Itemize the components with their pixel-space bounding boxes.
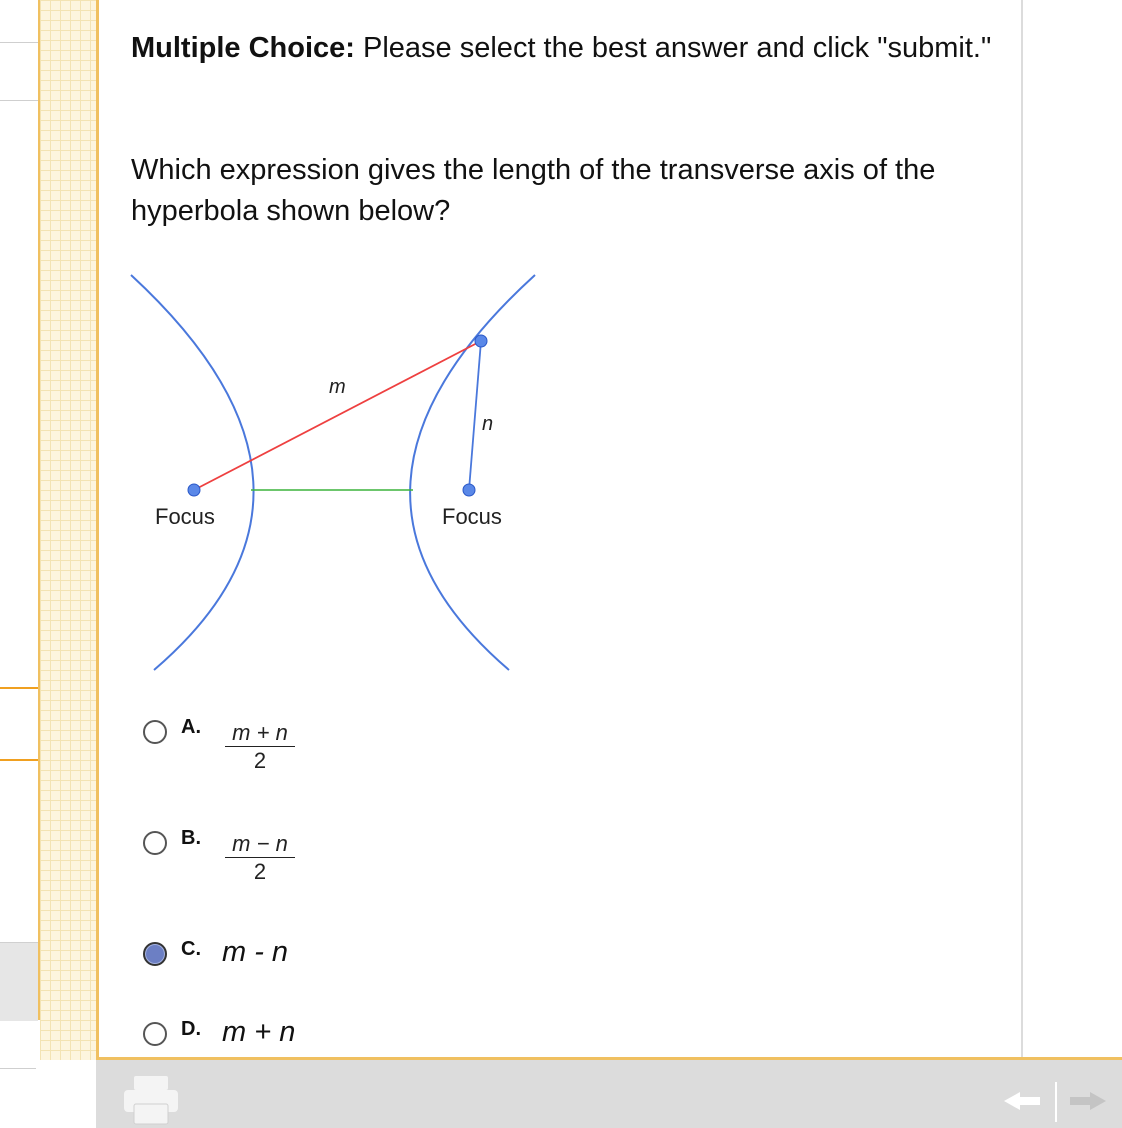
choice-b-numerator: m − n — [225, 831, 295, 858]
divider — [0, 687, 38, 689]
hyperbola-point — [475, 335, 487, 347]
choice-a-fraction — [225, 720, 295, 773]
choice-d-radio[interactable] — [143, 1022, 167, 1046]
focus-right-label: Focus — [442, 504, 502, 529]
hyperbola-left-branch — [131, 275, 254, 670]
choice-a-numerator: m + n — [225, 720, 295, 747]
divider — [1055, 1082, 1057, 1122]
question-text: Which expression gives the length of the transverse axis of the hyperbola shown below? — [131, 154, 936, 227]
choice-b-fraction — [225, 831, 295, 884]
choice-d-letter: D. — [181, 1018, 201, 1040]
divider — [0, 42, 38, 43]
hyperbola-diagram — [99, 0, 1019, 1050]
choice-d-expression: m + n — [222, 1016, 296, 1048]
choice-c-expression: m - n — [222, 936, 289, 968]
question-panel — [99, 0, 1023, 1057]
segment-n — [469, 341, 481, 490]
choice-a-denominator: 2 — [253, 748, 267, 773]
printer-icon[interactable] — [122, 1074, 180, 1126]
left-panel — [0, 0, 40, 1020]
choice-a-letter: A. — [181, 716, 201, 738]
label-m: m — [329, 376, 346, 398]
choice-b-radio[interactable] — [143, 831, 167, 855]
left-panel-tab[interactable] — [0, 942, 38, 1021]
arrow-left-icon[interactable] — [1002, 1090, 1042, 1112]
right-focus-point — [463, 484, 475, 496]
hyperbola-right-branch — [410, 275, 535, 670]
choice-b-letter: B. — [181, 827, 201, 849]
arrow-right-icon[interactable] — [1068, 1090, 1108, 1112]
choice-c-radio[interactable] — [143, 942, 167, 966]
divider — [0, 100, 38, 101]
choice-c-letter: C. — [181, 938, 201, 960]
bottom-toolbar — [96, 1057, 1122, 1128]
instructions-label: Multiple Choice: — [131, 32, 355, 64]
choice-a-radio[interactable] — [143, 720, 167, 744]
grid-strip — [40, 0, 98, 1060]
focus-left-label: Focus — [155, 504, 215, 529]
divider — [0, 1068, 36, 1069]
label-n: n — [482, 413, 494, 435]
left-focus-point — [188, 484, 200, 496]
instructions-text: Please select the best answer and click "submit." — [354, 32, 992, 64]
choice-b-denominator: 2 — [253, 859, 267, 884]
divider — [0, 759, 38, 761]
